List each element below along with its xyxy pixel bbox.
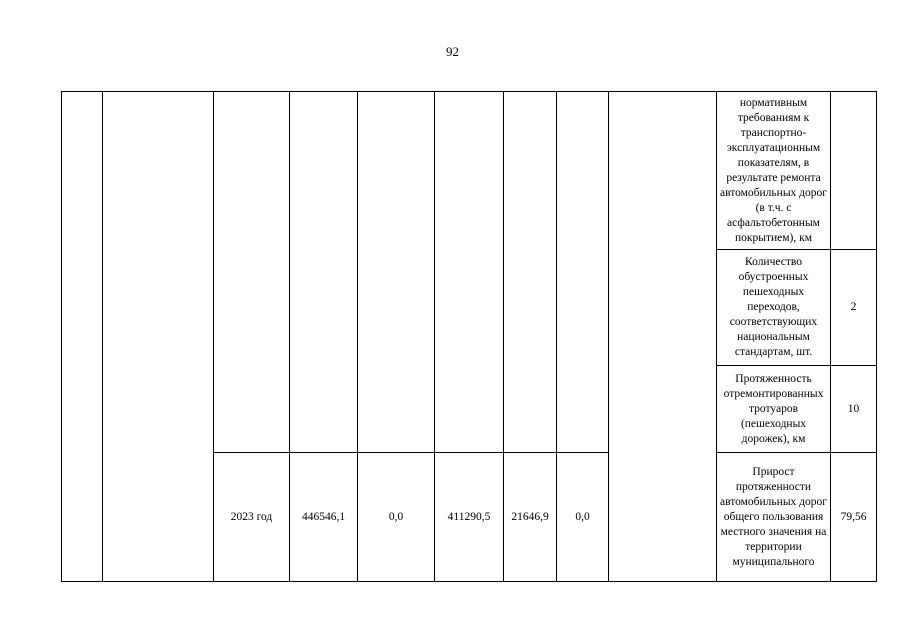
federal-cell: 0,0 (358, 453, 435, 582)
year-cell: 2023 год (214, 453, 290, 582)
indicator-value: 2 (831, 250, 877, 366)
table-cell-federal (358, 92, 435, 453)
indicator-value (831, 92, 877, 250)
page-number: 92 (446, 44, 459, 59)
other-cell: 0,0 (557, 453, 609, 582)
table-cell-number (62, 92, 103, 582)
indicator-value: 10 (831, 366, 877, 453)
regional-cell: 411290,5 (435, 453, 504, 582)
program-table (61, 91, 877, 582)
indicator-name: Протяженность отремонтированных тротуаров (пешеходных дорожек), км (717, 366, 831, 453)
indicator-name: Количество обустроенных пешеходных переходов, соответствующих национальным стандартам, шт. (717, 250, 831, 366)
table-cell-other (557, 92, 609, 453)
indicator-name: нормативным требованиям к транспортно-эксплуатационным показателям, в результате ремонта автомобильных дорог (в т.ч. с асфальтобетонным покрытием), км (717, 92, 831, 250)
table-cell-regional (435, 92, 504, 453)
total-cell: 446546,1 (290, 453, 358, 582)
indicator-name: Прирост протяженности автомобильных дорог общего пользования местного значения на территории муниципального (717, 453, 831, 582)
table-cell-executor (609, 92, 717, 582)
indicator-value: 79,56 (831, 453, 877, 582)
table-cell-period (214, 92, 290, 453)
table-cell-local (504, 92, 557, 453)
table-cell-total (290, 92, 358, 453)
table-cell-event-name (103, 92, 214, 582)
local-cell: 21646,9 (504, 453, 557, 582)
